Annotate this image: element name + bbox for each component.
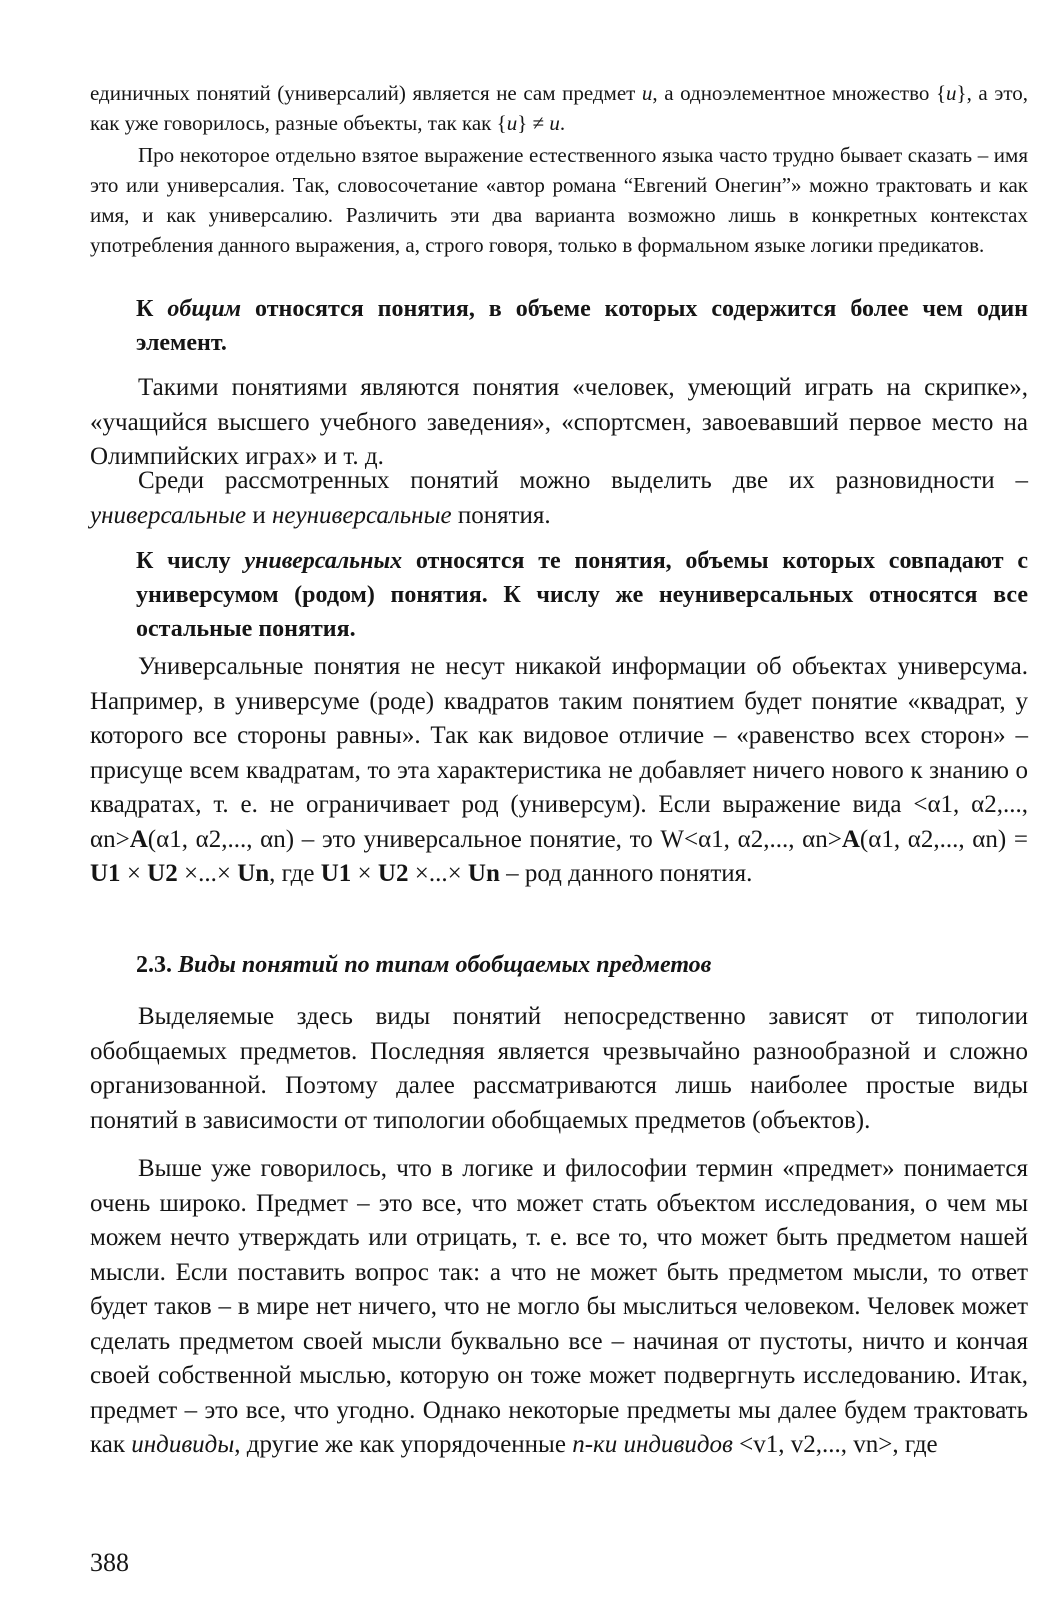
section-title: Виды понятий по типам обобщаемых предметов [178, 952, 712, 978]
para-examples [90, 371, 1028, 475]
text-run: понятия. [451, 501, 551, 529]
text-run: . [559, 111, 566, 135]
definition-universal-concepts [90, 544, 1028, 646]
formula-symbol: U1 [90, 860, 121, 887]
text-run: и [246, 501, 272, 529]
section-number: 2.3. [136, 952, 172, 978]
text-run: Среди рассмотренных понятий можно выделить две их разновидности – [138, 467, 1028, 494]
text-run: Выше уже говорилось, что в логике и философии термин «предмет» понимается очень широко. Предмет – это все, что может стать объектом исследования, о чем мы можем нечто утверждать или отрицать, т. е. все то, что может быть предметом нашей мысли. Если поставить вопрос так: а что не может быть предметом мысли, то ответ будет таков – в мире нет ничего, что не могло бы мыслиться человеком. Человек может сделать предметом своей мысли буквально все – начиная от пустоты, ничто и кончая своей собственной мыслью, которую он тоже может подвергнуть исследованию. Итак, предмет – это все, что угодно. Однако некоторые предметы мы далее будем трактовать как [90, 1155, 1028, 1458]
text-run: , где [269, 860, 321, 887]
formula-symbol: U1 [320, 860, 352, 887]
formula: <α1, α2,..., αn> [683, 825, 842, 853]
para-singular-concepts [90, 78, 1028, 138]
para-natural-language [90, 140, 1028, 260]
text-run: } ≠ [517, 111, 550, 135]
formula-symbol: Un [467, 860, 500, 887]
formula: <v1, v2,..., vn> [732, 1431, 893, 1458]
formula: ×...× [408, 860, 468, 887]
emphasis: неуниверсальные [272, 501, 452, 529]
para-object-term [90, 1152, 1028, 1463]
emphasis: общим [167, 296, 242, 322]
definition-general-concepts [90, 292, 1028, 360]
formula-symbol: A [841, 825, 860, 853]
text-run: относятся те понятия, объемы которых совпадают с универсумом (родом) понятия. К числу же неуниверсальных относятся все остальные понятия. [136, 548, 1028, 642]
formula-symbol: U2 [377, 860, 409, 887]
text-run: – это универсальное понятие, то W [294, 825, 684, 853]
emphasis: n-ки индивидов [572, 1431, 733, 1458]
formula: ×...× [177, 860, 238, 887]
variable-u: u [641, 81, 653, 105]
text-run: }, а это, как уже говорилось, разные объекты, так как { [90, 81, 1028, 135]
para-two-kinds [90, 464, 1028, 533]
text-run: К [136, 296, 168, 322]
text-run: , где [892, 1431, 938, 1458]
variable-u: u [506, 111, 518, 135]
variable-u: u [549, 111, 560, 135]
paragraph-text: Про некоторое отдельно взятое выражение естественного языка часто трудно бывает сказать – имя это или универсалия. Так, словосочетание «автор романа “Евгений Онегин”» можно трактовать и как имя, и как универсалию. Различить эти два варианта возможно лишь в конкретных контекстах употребления данного выражения, а, строго говоря, только в формальном языке логики предикатов. [90, 143, 1028, 257]
text-run: К числу [136, 548, 245, 574]
emphasis: универсальные [90, 501, 247, 529]
emphasis: индивиды [131, 1431, 235, 1458]
formula: × [351, 860, 378, 887]
page-number: 388 [90, 1548, 129, 1577]
formula: (α1, α2,..., αn) = [859, 825, 1028, 853]
formula: × [120, 860, 148, 887]
formula-symbol: A [129, 825, 148, 853]
variable-u: u [946, 81, 957, 105]
paragraph-text: Такими понятиями являются понятия «человек, умеющий играть на скрипке», «учащийся высшего учебного заведения», «спортсмен, завоевавший первое место на Олимпийских играх» и т. д. [90, 374, 1028, 470]
formula: <α1, α2,..., αn> [90, 791, 1029, 853]
text-run: – род данного понятия. [499, 860, 753, 887]
formula: (α1, α2,..., αn) [147, 825, 295, 853]
text-run: единичных понятий (универсалий) является не сам предмет [90, 81, 642, 105]
paragraph-text: Выделяемые здесь виды понятий непосредственно зависят от типологии обобщаемых предметов. Последняя является чрезвычайно разнообразной и сложно организованной. Поэтому далее рассматриваются лишь наиболее простые виды понятий в зависимости от типологии обобщаемых предметов (объектов). [90, 1003, 1028, 1134]
section-heading [90, 948, 1028, 982]
formula-symbol: U2 [147, 860, 178, 887]
para-types-intro [90, 1000, 1028, 1138]
text-run: Универсальные понятия не несут никакой информации об объектах универсума. Например, в универсуме (роде) квадратов таким понятием будет понятие «квадрат, у которого все стороны равны». Так как видовое отличие – «равенство всех сторон» – присуще всем квадратам, то эта характеристика не добавляет ничего нового к знанию о квадратах, т. е. не ограничивает род (универсум). Если выражение вида [90, 653, 1028, 818]
text-run: , другие же как упорядоченные [234, 1431, 573, 1458]
formula-symbol: Un [237, 860, 270, 887]
emphasis: универсальных [244, 548, 403, 574]
text-run: , а одноэлементное множество { [652, 81, 947, 105]
text-run: относятся понятия, в объеме которых содержится более чем один элемент. [136, 296, 1028, 356]
para-universal-explanation [90, 650, 1028, 892]
